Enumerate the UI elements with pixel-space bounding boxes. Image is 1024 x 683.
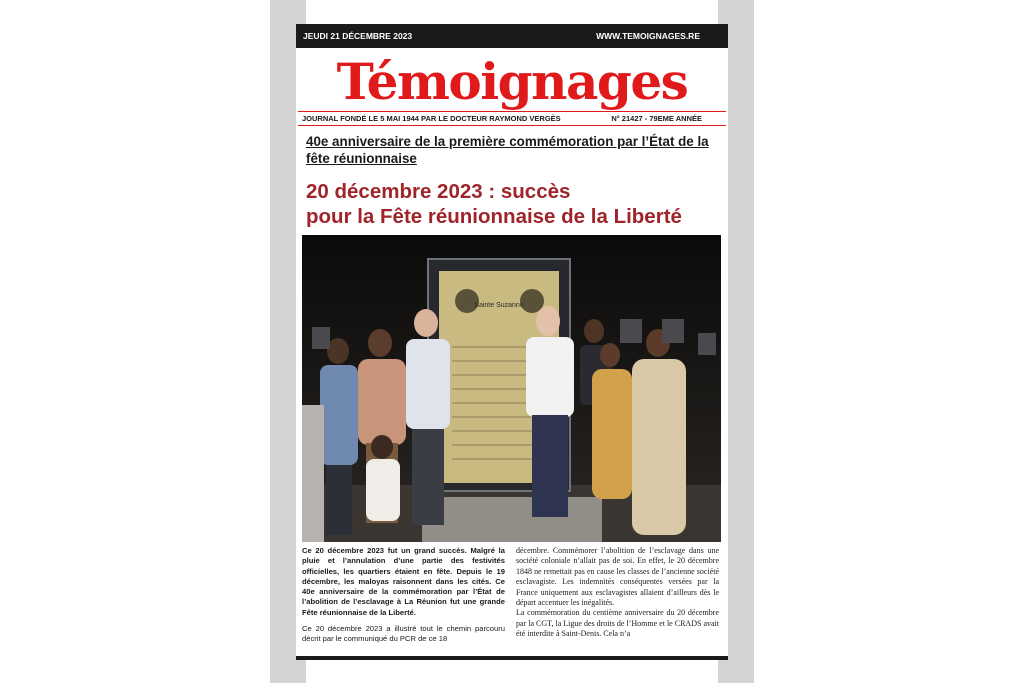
bottom-bar	[296, 656, 728, 660]
article-headline: 20 décembre 2023 : succès pour la Fête réunionnaise de la Liberté	[306, 180, 682, 228]
founding-note: JOURNAL FONDÉ LE 5 MAI 1944 PAR LE DOCTEUR RAYMOND VERGÈS	[302, 114, 561, 123]
article-lead: Ce 20 décembre 2023 fut un grand succès. Malgré la pluie et l’annulation d’une partie des festivités officielles, les quartiers étaient en fête. Depuis le 19 décembre, les maloyas raisonnent dans les cités. Ce 40e anniversaire de la commémoration par l’État de l’abolition de l’esclavage à La Réunion fut une grande Fête réunionnaise de la Liberté.	[302, 546, 505, 617]
body-paragraph: Ce 20 décembre 2023 a illustré tout le chemin parcouru décrit par le communiqué du PCR de ce 18	[302, 624, 505, 644]
article-column-left	[302, 546, 505, 651]
article-body	[302, 546, 721, 658]
issue-number: N° 21427 - 79EME ANNÉE	[611, 114, 702, 123]
article-kicker: 40e anniversaire de la première commémoration par l’État de la fête réunionnaise	[306, 134, 709, 166]
masthead-logo: Témoignages	[336, 52, 688, 111]
article-photo	[302, 235, 721, 542]
top-bar	[296, 24, 728, 48]
photo-illustration	[302, 235, 721, 542]
newspaper-page	[296, 24, 728, 660]
body-paragraph: décembre. Commémorer l’abolition de l’esclavage dans une société coloniale n’allait pas de soi. En effet, le 20 décembre 1848 ne remettait pas en cause les classes de l’ancienne société esclavagiste. Les indemnités conséquentes versées par la France uniquement aux esclavagistes allaient d’ailleurs dès le départ accentuer les inégalités.	[516, 546, 719, 608]
body-paragraph: La commémoration du centième anniversaire du 20 décembre par la CGT, la Ligue des droits de l’Homme et le CRADS avait été interdite à Saint-Denis. Cela n’a	[516, 608, 719, 639]
website-link[interactable]: WWW.TEMOIGNAGES.RE	[596, 31, 700, 41]
masthead-subline	[296, 112, 728, 126]
plaque-text: Sainte Suzanne	[474, 302, 524, 309]
article-column-right	[516, 546, 719, 646]
masthead-rule-bottom	[298, 125, 726, 126]
issue-date: JEUDI 21 DÉCEMBRE 2023	[303, 31, 413, 41]
